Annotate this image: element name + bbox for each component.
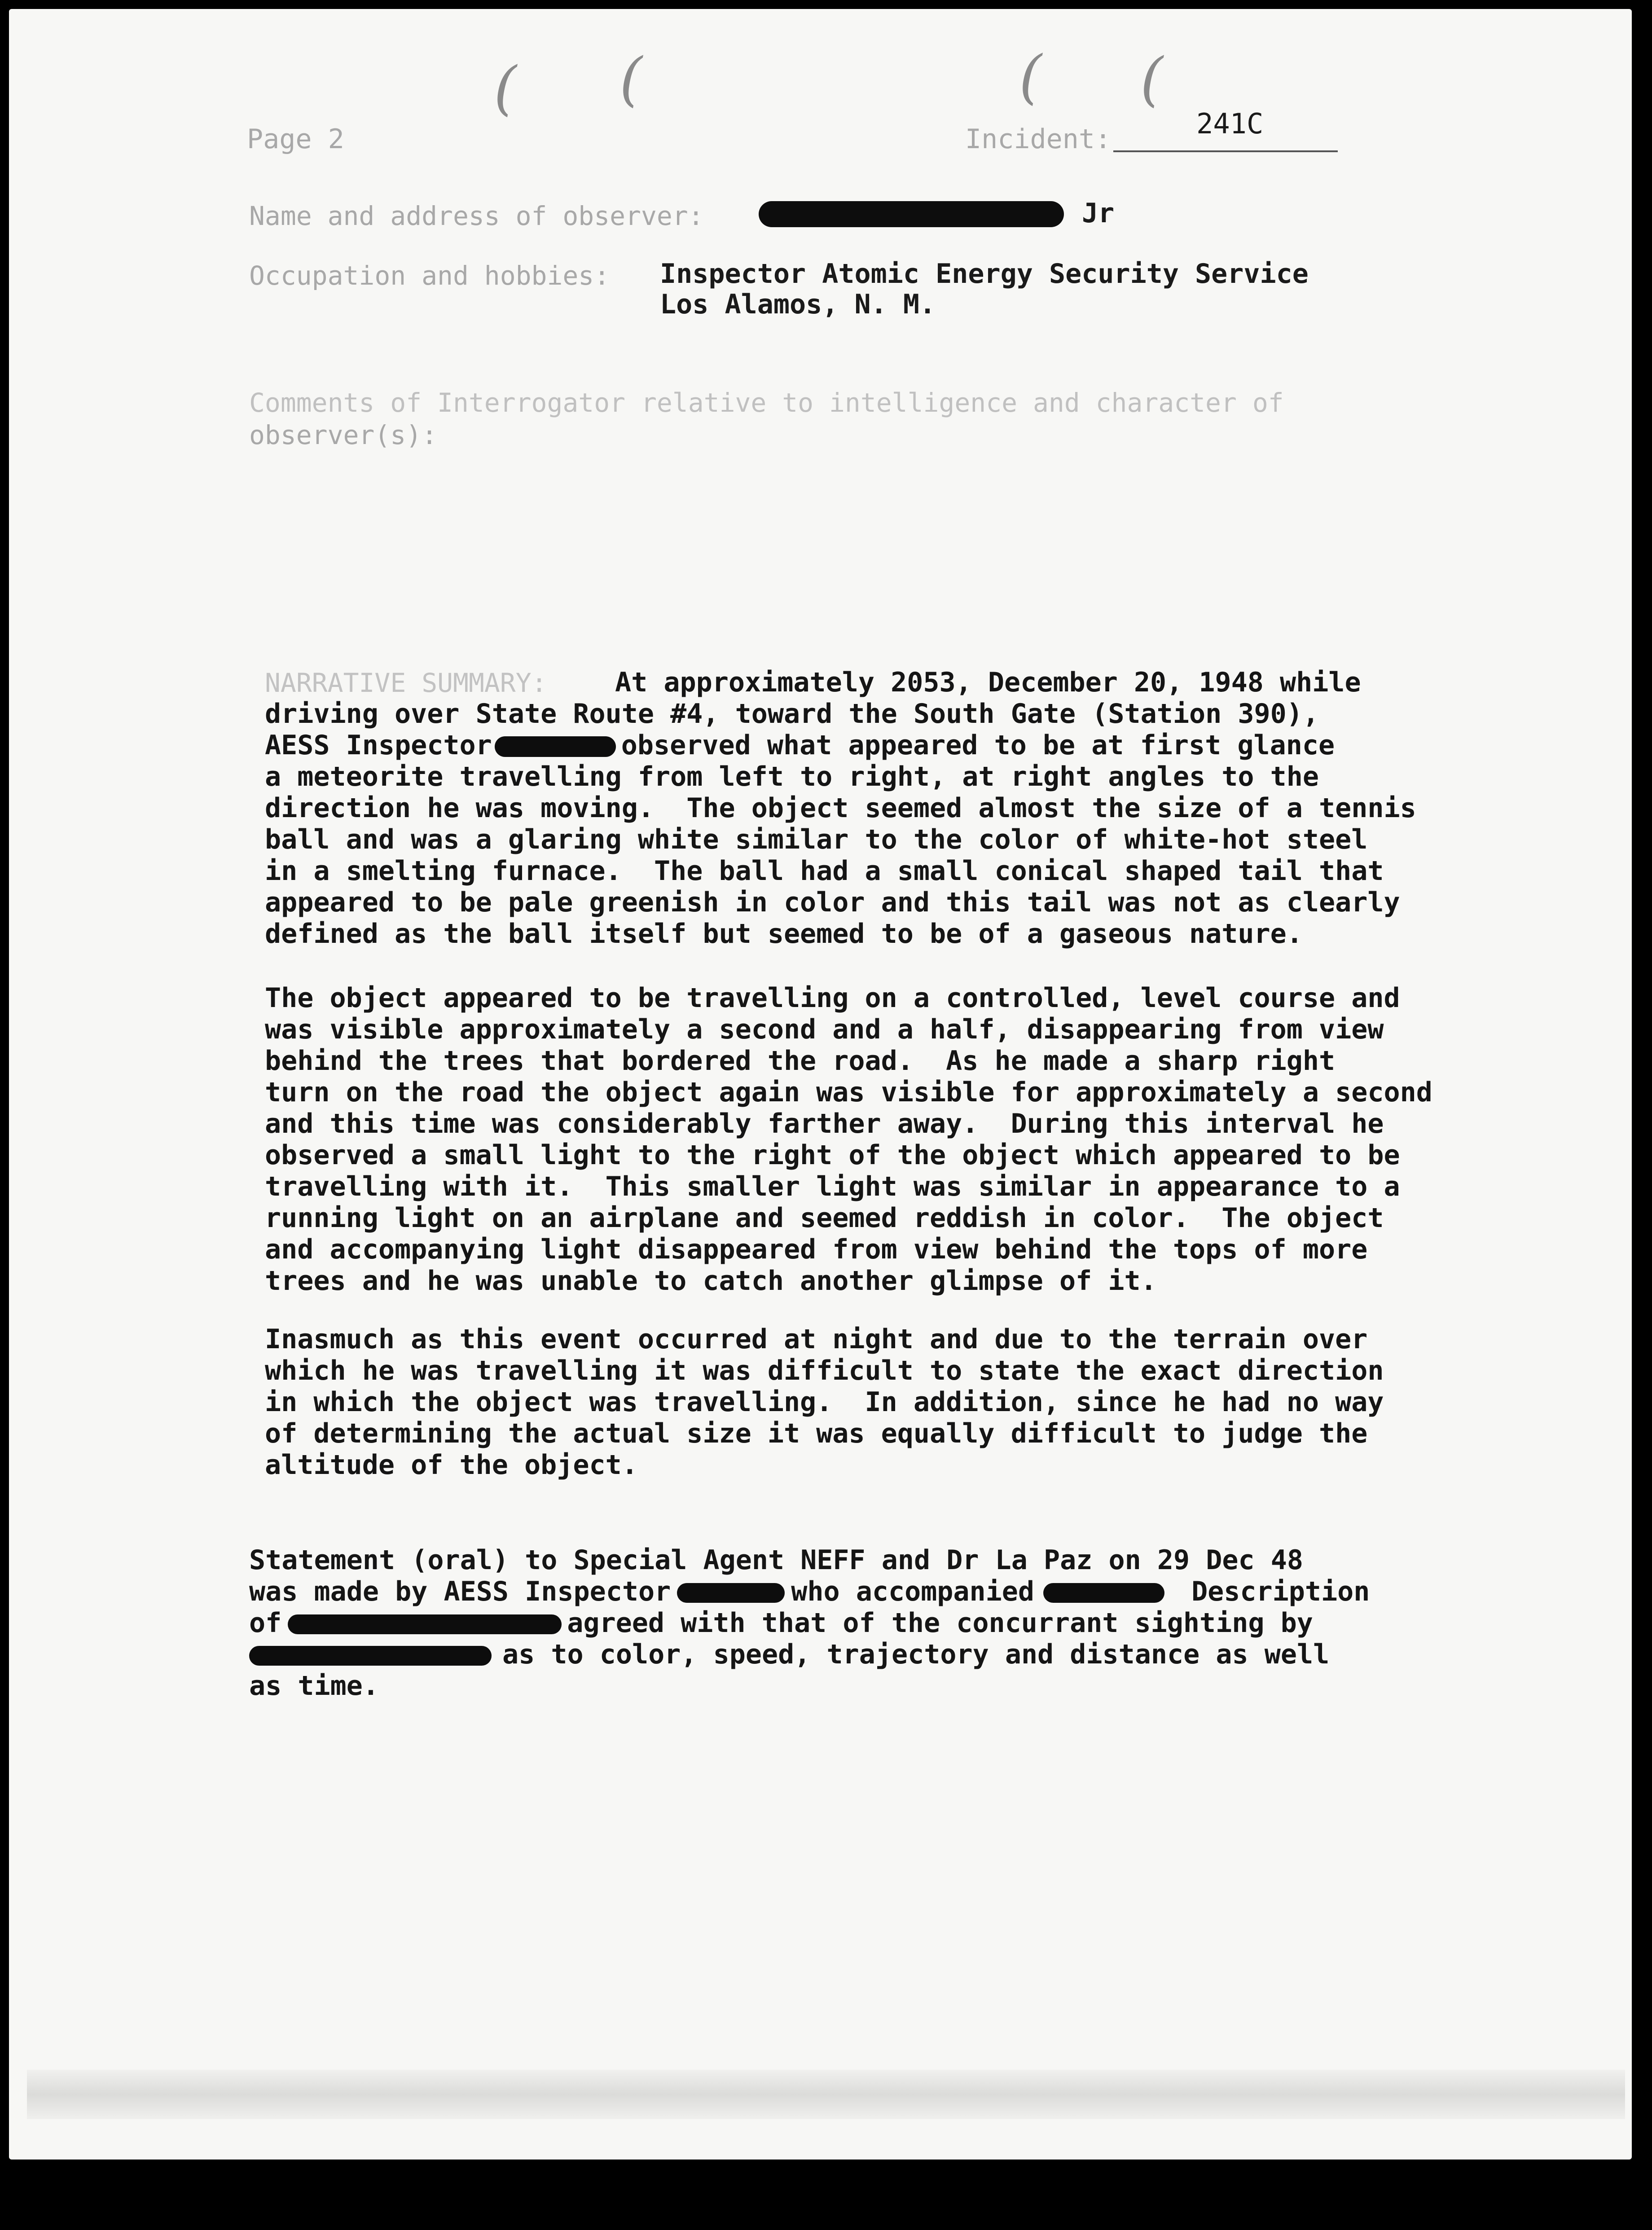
redaction-block [1043,1583,1164,1603]
text-line: running light on an airplane and seemed reddish in color. The object [265,1202,1384,1234]
text-line: Inasmuch as this event occurred at night and due to the terrain over [265,1324,1368,1355]
text-fragment: as to color, speed, trajectory and distance as well [502,1639,1330,1670]
text-line [249,1576,1551,1607]
text-fragment: who accompanied [791,1576,1035,1607]
narrative-paragraph-1 [265,667,1477,981]
text-line: appeared to be pale greenish in color and this tail was not as clearly [265,887,1400,918]
text-line: of determining the actual size it was equally difficult to judge the [265,1418,1368,1449]
text-line [265,950,1477,981]
text-fragment: was made by AESS Inspector [249,1576,671,1607]
text-line: behind the trees that bordered the road. As he made a sharp right [265,1045,1336,1077]
page-label: Page 2 [247,123,344,155]
comments-label-line-1: Comments of Interrogator relative to intelligence and character of [249,387,1284,418]
text-line: altitude of the object. [265,1449,638,1481]
text-line: The object appeared to be travelling on a controlled, level course and [265,982,1400,1014]
text-line [265,730,1477,761]
text-line: driving over State Route #4, toward the South Gate (Station 390), [265,698,1319,730]
occupation-line-1: Inspector Atomic Energy Security Service [660,258,1309,290]
text-line: At approximately 2053, December 20, 1948 while [615,667,1361,698]
text-line: a meteorite travelling from left to right, at right angles to the [265,761,1319,792]
comments-label-line-2: observer(s): [249,420,438,450]
observer-name-label: Name and address of observer: [249,201,704,231]
redaction-block [759,201,1064,227]
scan-mark: ( [494,54,517,122]
text-fragment: AESS Inspector [265,730,492,761]
redaction-block [288,1614,562,1634]
narrative-label: NARRATIVE SUMMARY: [265,668,547,698]
narrative-paragraph-3 [265,1324,1477,1481]
text-line: direction he was moving. The object seemed almost the size of a tennis [265,792,1416,824]
text-line: defined as the ball itself but seemed to be of a gaseous nature. [265,918,1303,950]
redaction-block [495,736,616,757]
scan-mark: ( [620,45,642,113]
text-fragment: observed what appeared to be at first glance [621,730,1335,761]
text-line: and accompanying light disappeared from view behind the tops of more [265,1234,1368,1265]
text-fragment: of [249,1607,282,1639]
text-line: observed a small light to the right of the object which appeared to be [265,1139,1400,1171]
narrative-paragraph-2 [265,982,1477,1297]
text-line: in which the object was travelling. In addition, since he had no way [265,1386,1384,1418]
text-fragment: agreed with that of the concurrant sighting by [567,1607,1313,1639]
text-line: travelling with it. This smaller light was similar in appearance to a [265,1171,1400,1202]
text-line: turn on the road the object again was visible for approximately a second [265,1077,1432,1108]
text-line: Statement (oral) to Special Agent NEFF and Dr La Paz on 29 Dec 48 [249,1544,1303,1576]
text-line: and this time was considerably farther away. During this interval he [265,1108,1384,1139]
text-line: was visible approximately a second and a half, disappearing from view [265,1014,1384,1045]
text-line: trees and he was unable to catch another glimpse of it. [265,1265,1157,1297]
text-fragment: Description [1191,1576,1370,1607]
statement-paragraph [249,1544,1551,1702]
observer-name-suffix: Jr [1082,198,1115,229]
text-line: as time. [249,1670,379,1702]
incident-number: 241C [1196,107,1264,140]
text-line [249,1607,1551,1639]
scan-mark: ( [1140,45,1163,113]
text-line: ball and was a glaring white similar to the color of white-hot steel [265,824,1368,855]
text-line: which he was travelling it was difficult to state the exact direction [265,1355,1384,1386]
incident-underline [1113,150,1338,152]
text-line: in a smelting furnace. The ball had a small conical shaped tail that [265,855,1384,887]
incident-label: Incident: [965,123,1112,155]
redaction-block [249,1646,492,1666]
text-line [249,1639,1551,1670]
occupation-line-2: Los Alamos, N. M. [660,289,936,320]
scan-mark: ( [1019,43,1042,111]
redaction-block [677,1583,785,1603]
occupation-label: Occupation and hobbies: [249,260,610,291]
scan-glare-strip [27,2070,1625,2119]
